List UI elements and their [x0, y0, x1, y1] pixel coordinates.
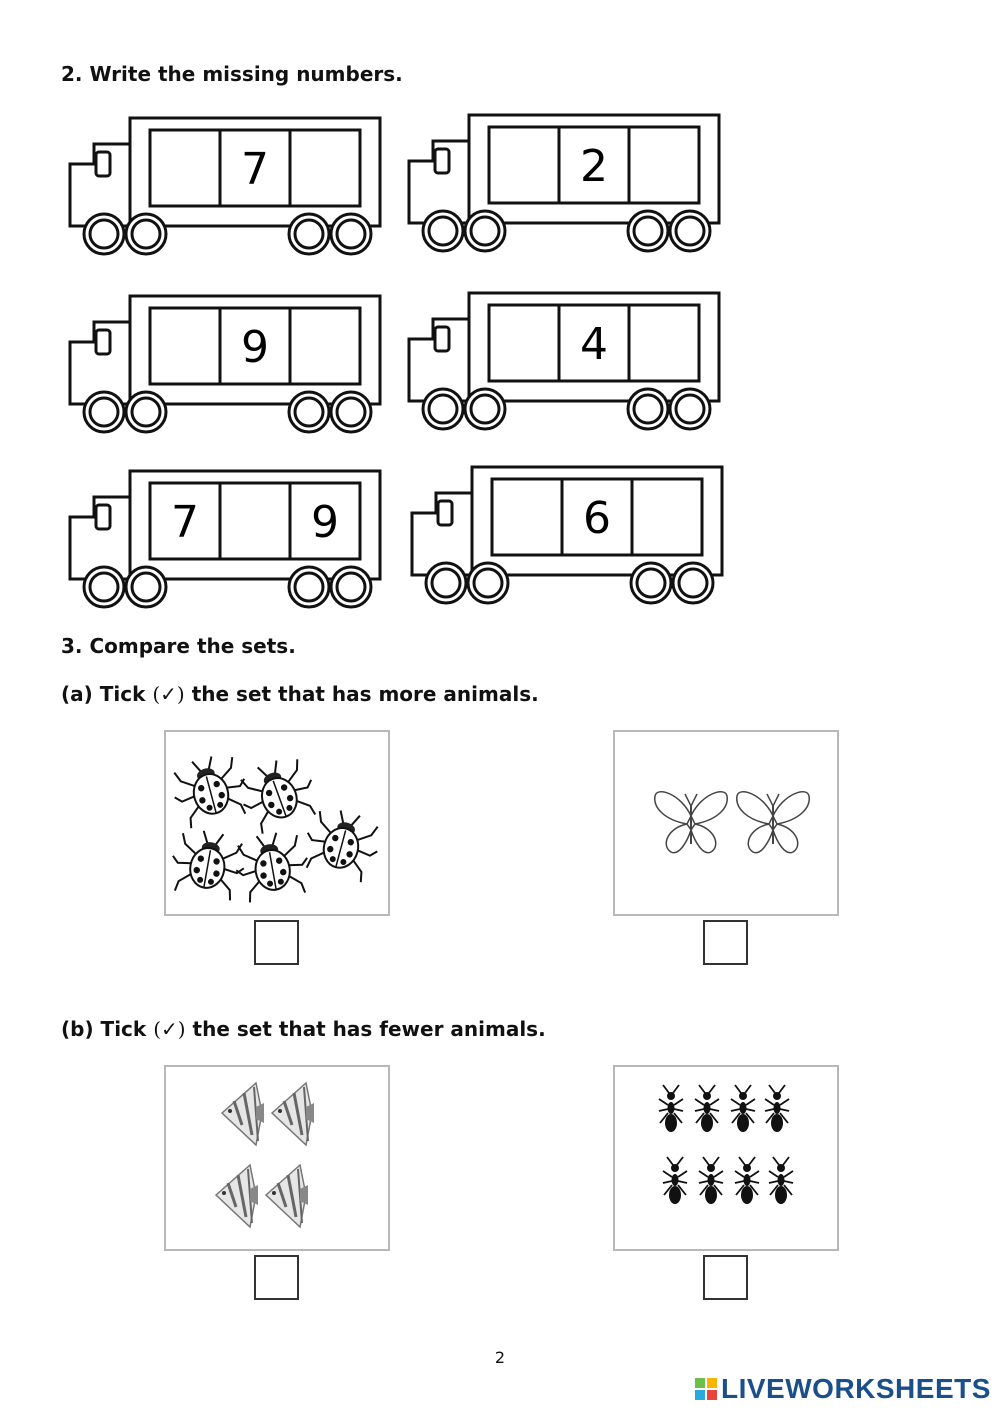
truck-6-slot-2: 6	[583, 493, 611, 544]
truck-6	[408, 465, 728, 605]
question-3b-suffix: the set that has fewer animals.	[192, 1017, 546, 1041]
truck-3-slot-2: 9	[241, 322, 269, 373]
question-3a-suffix: the set that has more animals.	[191, 682, 539, 706]
ladybug-set-checkbox[interactable]	[254, 920, 299, 965]
butterfly-set-checkbox[interactable]	[703, 920, 748, 965]
question-3b-prefix: (b) Tick	[61, 1017, 147, 1041]
truck-4	[405, 291, 725, 431]
question-3-title: 3. Compare the sets.	[61, 634, 296, 658]
truck-2-slot-2: 2	[580, 141, 608, 192]
ant-icon	[659, 1085, 683, 1132]
angelfish-icon	[222, 1083, 264, 1145]
butterfly-set-panel	[613, 730, 839, 916]
ant-icon	[765, 1085, 789, 1132]
ladybug-icon	[167, 750, 253, 830]
ant-set-checkbox[interactable]	[703, 1255, 748, 1300]
tick-symbol: (✓)	[153, 1017, 186, 1041]
question-3b-instruction	[61, 1017, 546, 1041]
angelfish-icon	[272, 1083, 314, 1145]
fish-set-panel	[164, 1065, 390, 1251]
butterfly-set	[615, 732, 837, 914]
ant-icon	[663, 1157, 687, 1204]
butterfly-icon	[737, 792, 809, 853]
question-3a-instruction	[61, 682, 539, 706]
ladybug-icon	[231, 828, 313, 904]
truck-5-slot-1: 7	[171, 497, 199, 548]
ant-set	[615, 1067, 837, 1249]
angelfish-icon	[266, 1165, 308, 1227]
ladybug-set	[166, 732, 388, 914]
truck-4-slot-2: 4	[580, 319, 608, 370]
truck-1-slot-2: 7	[241, 144, 269, 195]
question-2-title: 2. Write the missing numbers.	[61, 62, 403, 86]
butterfly-icon	[655, 792, 727, 853]
liveworksheets-logo	[694, 1374, 991, 1404]
tick-symbol: (✓)	[152, 682, 185, 706]
fish-set-checkbox[interactable]	[254, 1255, 299, 1300]
ant-set-panel	[613, 1065, 839, 1251]
angelfish-icon	[216, 1165, 258, 1227]
ladybug-icon	[299, 804, 385, 884]
ant-icon	[699, 1157, 723, 1204]
fish-set	[166, 1067, 388, 1249]
truck-2	[405, 113, 725, 253]
ant-icon	[731, 1085, 755, 1132]
truck-5-slot-3: 9	[311, 497, 339, 548]
ant-icon	[735, 1157, 759, 1204]
truck-1	[66, 116, 386, 256]
truck-5	[66, 469, 386, 609]
question-3a-prefix: (a) Tick	[61, 682, 146, 706]
ant-icon	[769, 1157, 793, 1204]
ladybug-icon	[233, 752, 323, 837]
truck-3	[66, 294, 386, 434]
ladybug-icon	[167, 826, 249, 902]
liveworksheets-logo-icon	[694, 1377, 718, 1401]
ladybug-set-panel	[164, 730, 390, 916]
liveworksheets-brand-text: LIVEWORKSHEETS	[721, 1373, 991, 1404]
ant-icon	[695, 1085, 719, 1132]
page-number: 2	[494, 1348, 506, 1367]
